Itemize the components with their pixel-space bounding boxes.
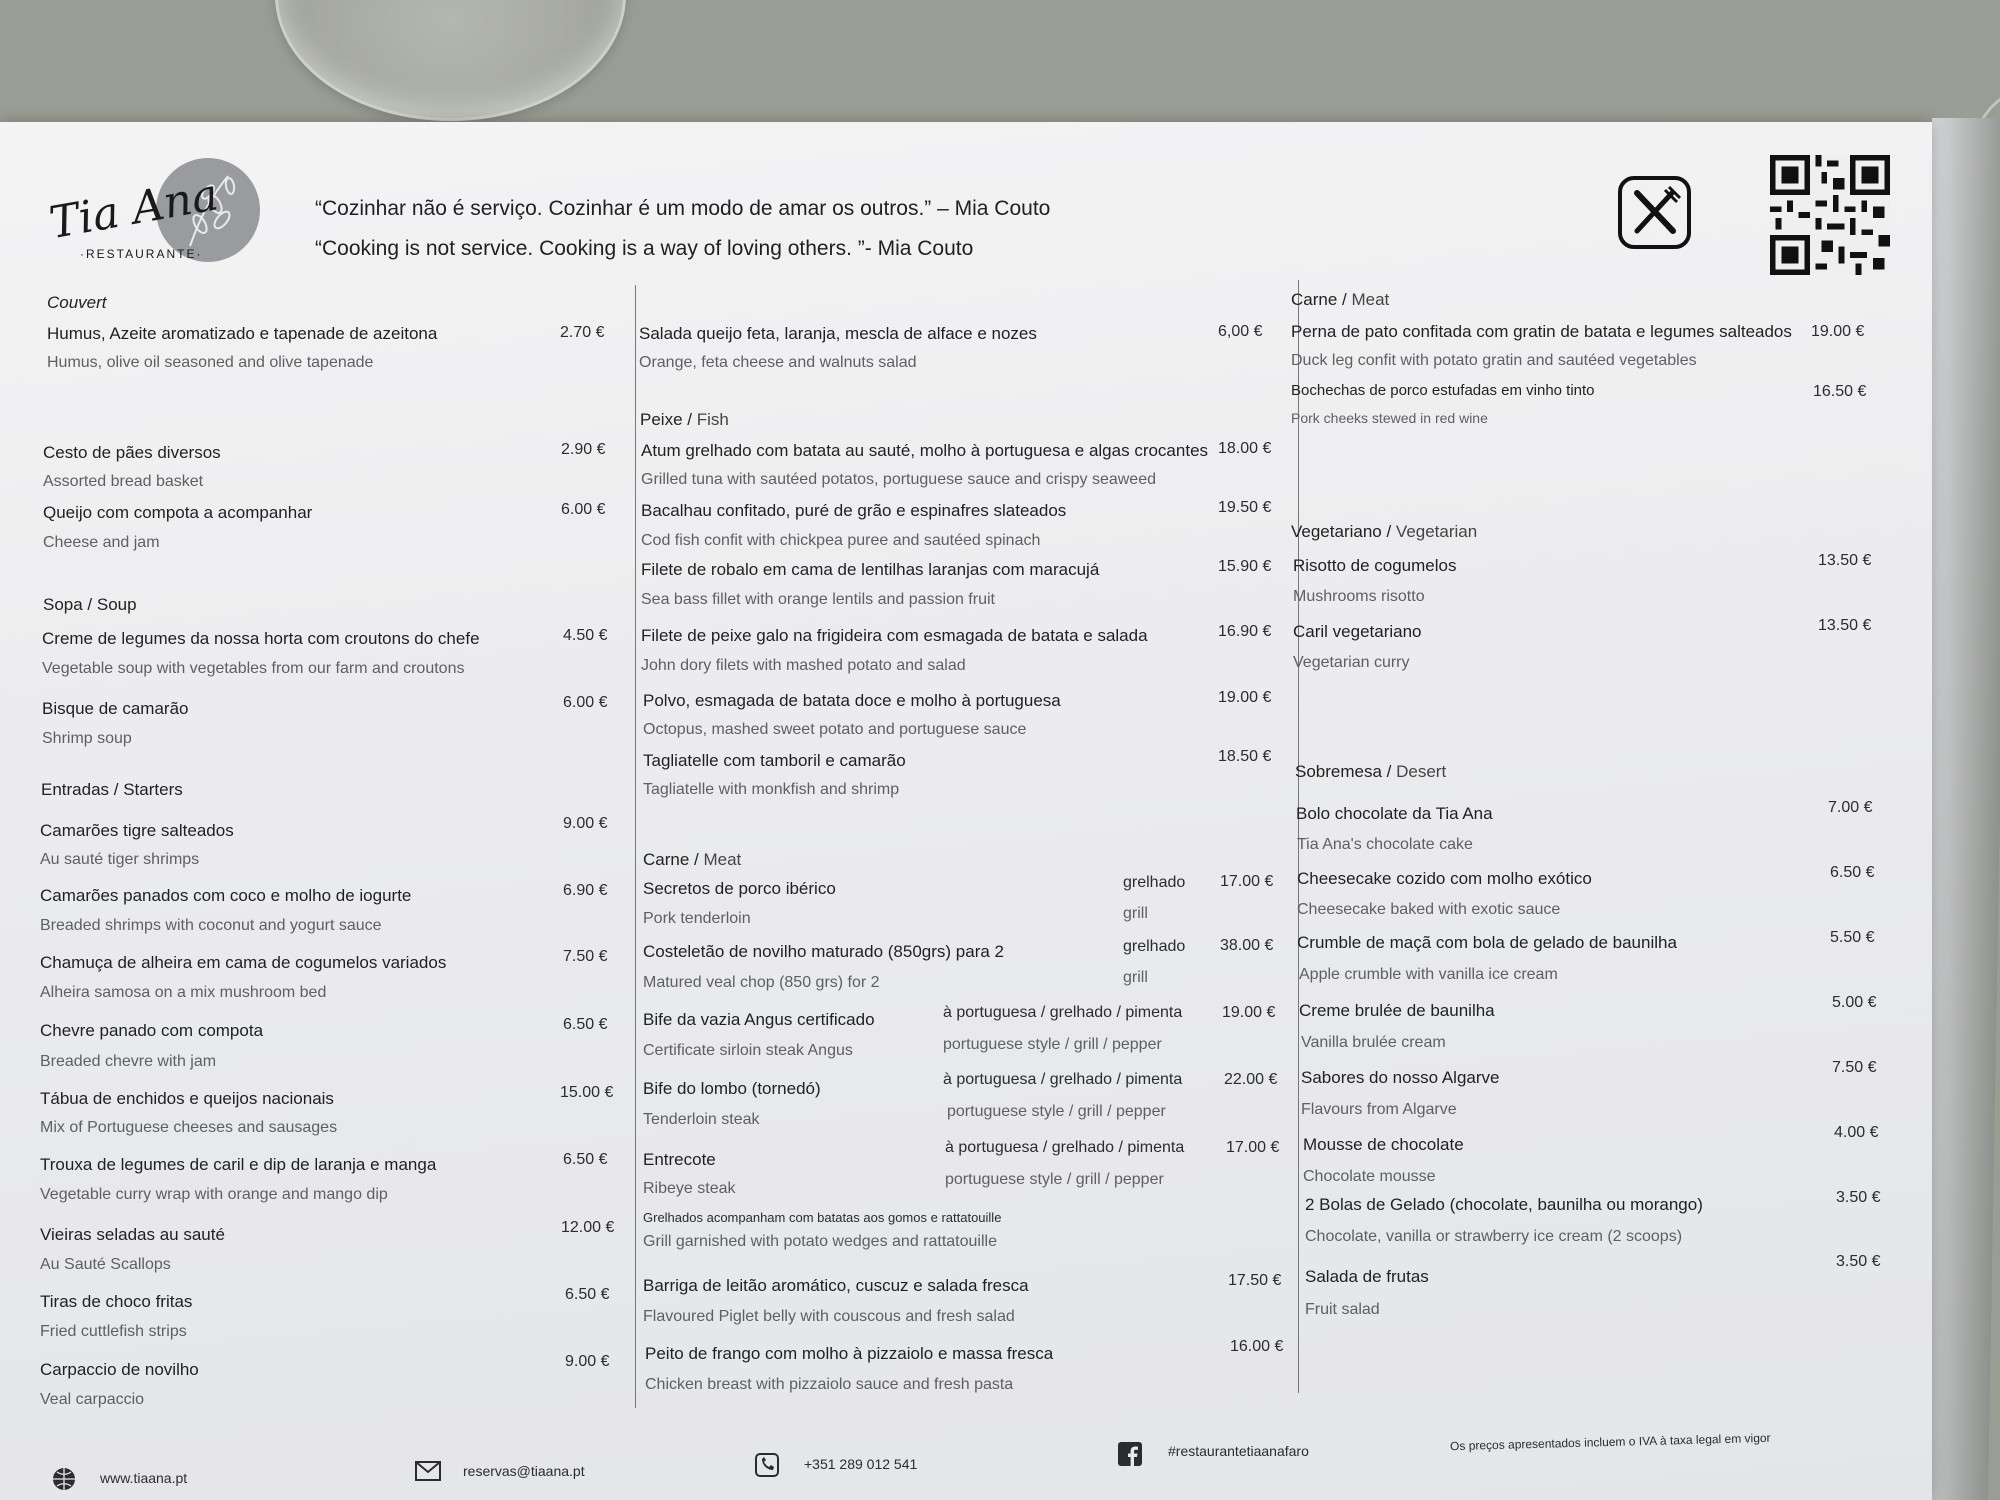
menu-item-price: 13.50 € [1818,552,1872,569]
menu-item-price: 6.50 € [563,1016,608,1033]
menu-item-translation: Vanilla brulée cream [1301,1034,1446,1051]
menu-item-price: 4.50 € [563,627,608,644]
menu-item-translation: Fruit salad [1305,1301,1380,1318]
menu-item-price: 17.00 € [1226,1139,1280,1156]
envelope-icon [415,1461,441,1485]
menu-item-name: Perna de pato confitada com gratin de batata e legumes salteados [1291,322,1792,341]
menu-item-price: 19.00 € [1222,1004,1276,1021]
menu-item-translation: Duck leg confit with potato gratin and sautéed vegetables [1291,352,1697,369]
menu-item-name: Bacalhau confitado, puré de grão e espinafres slateados [641,501,1067,520]
menu-item-name: Caril vegetariano [1293,622,1422,641]
menu-item-price: 18.50 € [1218,748,1272,765]
menu-item-name: Tagliatelle com tamboril e camarão [643,751,906,770]
menu-item-translation: Assorted bread basket [43,473,204,490]
menu-item-translation: Cheese and jam [43,534,160,551]
menu-item-option-translation: portuguese style / grill / pepper [947,1103,1166,1120]
menu-item-name: Cheesecake cozido com molho exótico [1297,869,1592,888]
menu-item-name: Bochechas de porco estufadas em vinho tinto [1291,382,1595,399]
section-meat-2 [1291,290,1389,310]
menu-item-price: 19.50 € [1218,499,1272,516]
menu-item-price: 16.50 € [1813,383,1867,400]
menu-item-price: 4.00 € [1834,1124,1879,1141]
menu-item-name: Creme brulée de baunilha [1299,1001,1495,1020]
qr-code[interactable] [1770,155,1890,275]
menu-item-translation: Chocolate mousse [1303,1168,1436,1185]
menu-item-translation: Grilled tuna with sautéed potatos, portuguese sauce and crispy seaweed [641,471,1156,488]
menu-item-name: Filete de robalo em cama de lentilhas laranjas com maracujá [641,560,1100,579]
menu-item-translation: John dory filets with mashed potato and salad [641,657,966,674]
section-couvert: Couvert [47,293,107,312]
menu-item-price: 19.00 € [1218,689,1272,706]
menu-item-translation: Sea bass fillet with orange lentils and passion fruit [641,591,995,608]
menu-item-name: Tábua de enchidos e queijos nacionais [40,1089,334,1108]
menu-item-price: 6.50 € [1830,864,1875,881]
menu-item-name: Mousse de chocolate [1303,1135,1464,1154]
menu-item-name: Tiras de choco fritas [40,1292,193,1311]
section-label-en: Meat [703,850,742,869]
menu-item-translation: Humus, olive oil seasoned and olive tapenade [47,354,374,371]
menu-item-name: Chevre panado com compota [40,1021,264,1040]
menu-item-price: 18.00 € [1218,440,1272,457]
menu-item-price: 19.00 € [1811,323,1865,340]
menu-item-price: 6,00 € [1218,323,1263,340]
menu-item-price: 15.90 € [1218,558,1272,575]
section-label-pt: Carne / [1291,290,1352,309]
menu-item-price: 13.50 € [1818,617,1872,634]
menu-item-option: grelhado [1123,874,1186,891]
menu-item-name: Polvo, esmagada de batata doce e molho à portuguesa [643,691,1061,710]
menu-item-name: Filete de peixe galo na frigideira com esmagada de batata e salada [641,626,1148,645]
menu-item-price: 12.00 € [561,1219,615,1236]
menu-item-price: 17.00 € [1220,873,1274,890]
section-soup: Sopa / Soup [43,595,137,614]
menu-item-translation: Flavoured Piglet belly with couscous and fresh salad [643,1308,1015,1325]
menu-item-price: 22.00 € [1224,1071,1278,1088]
menu-item-name: Creme de legumes da nossa horta com croutons do chefe [42,629,480,648]
menu-item-name: Sabores do nosso Algarve [1301,1068,1500,1087]
menu-item-name: Chamuça de alheira em cama de cogumelos variados [40,953,447,972]
menu-item-price: 7.50 € [563,948,608,965]
menu-item-translation: Veal carpaccio [40,1391,145,1408]
section-fish [640,410,729,430]
menu-item-name: Bife da vazia Angus certificado [643,1010,875,1029]
menu-item-name: Carpaccio de novilho [40,1360,199,1379]
menu-item-translation: Apple crumble with vanilla ice cream [1299,966,1558,983]
section-vegetarian [1291,522,1477,542]
section-starters: Entradas / Starters [41,780,183,799]
quote-english: “Cooking is not service. Cooking is a way of loving others. ”- Mia Couto [315,237,974,260]
menu-item-price: 6.00 € [561,501,606,518]
restaurant-logo [50,158,280,268]
menu-item-name: Peito de frango com molho à pizzaiolo e massa fresca [645,1344,1054,1363]
menu-item-translation: Flavours from Algarve [1301,1101,1457,1118]
logo-script: Tia Ana [50,169,222,250]
menu-item-name: Bife do lombo (tornedó) [643,1079,821,1098]
section-dessert [1295,762,1446,782]
column-divider-1 [635,285,636,1408]
facebook-handle[interactable]: #restaurantetiaanafaro [1168,1443,1309,1459]
menu-item-translation: Chicken breast with pizzaiolo sauce and fresh pasta [645,1376,1014,1393]
facebook-icon [1118,1442,1142,1466]
menu-item-price: 2.90 € [561,441,606,458]
menu-item-translation: Ribeye steak [643,1180,736,1197]
menu-item-price: 7.00 € [1828,799,1873,816]
menu-item-translation: Mushrooms risotto [1293,588,1425,605]
section-meat [643,850,741,870]
menu-item-translation: Shrimp soup [42,730,132,747]
cutlery-icon [1617,175,1692,250]
menu-item-option-translation: grill [1123,905,1148,922]
menu-item-name: Atum grelhado com batata au sauté, molho à portuguesa e algas crocantes [641,441,1209,460]
menu-item-price: 17.50 € [1228,1272,1282,1289]
section-label-pt: Sobremesa / [1295,762,1397,781]
menu-item-name: Salada de frutas [1305,1267,1429,1286]
menu-item-price: 16.90 € [1218,623,1272,640]
menu-item-price: 38.00 € [1220,937,1274,954]
quote-portuguese: “Cozinhar não é serviço. Cozinhar é um modo de amar os outros.” – Mia Couto [315,197,1051,220]
menu-item-name: 2 Bolas de Gelado (chocolate, baunilha ou morango) [1305,1195,1703,1214]
section-label-pt: Peixe / [640,410,697,429]
menu-item-translation: Tagliatelle with monkfish and shrimp [643,781,900,798]
menu-item-price: 3.50 € [1836,1189,1881,1206]
menu-item-translation: Mix of Portuguese cheeses and sausages [40,1119,338,1136]
menu-item-translation: Certificate sirloin steak Angus [643,1042,853,1059]
menu-item-name: Crumble de maçã com bola de gelado de baunilha [1297,933,1677,952]
menu-item-name: Secretos de porco ibérico [643,879,836,898]
menu-item-option: à portuguesa / grelhado / pimenta [943,1004,1183,1021]
menu-item-name: Risotto de cogumelos [1293,556,1457,575]
menu-item-price: 16.00 € [1230,1338,1284,1355]
menu-item-translation: Au Sauté Scallops [40,1256,171,1273]
section-label-en: Vegetarian [1395,522,1478,541]
phone-icon [755,1453,779,1477]
section-label-pt: Carne / [643,850,704,869]
menu-item-name: Cesto de pães diversos [43,443,221,462]
menu-item-translation: Vegetable curry wrap with orange and mango dip [40,1186,388,1203]
menu-item-translation: Orange, feta cheese and walnuts salad [639,354,917,371]
menu-item-name: Bisque de camarão [42,699,189,718]
menu-item-option-translation: portuguese style / grill / pepper [943,1036,1162,1053]
menu-item-price: 15.00 € [560,1084,614,1101]
menu-item-price: 3.50 € [1836,1253,1881,1270]
section-label-en: Desert [1396,762,1447,781]
menu-item-name: Trouxa de legumes de caril e dip de laranja e manga [40,1155,437,1174]
menu-item-translation: Vegetarian curry [1293,654,1410,671]
menu-item-translation: Au sauté tiger shrimps [40,851,200,868]
menu-item-option: à portuguesa / grelhado / pimenta [943,1071,1183,1088]
menu-item-price: 2.70 € [560,324,605,341]
menu-item-price: 6.00 € [563,694,608,711]
menu-item-name: Queijo com compota a acompanhar [43,503,313,522]
menu-item-translation: Alheira samosa on a mix mushroom bed [40,984,327,1001]
menu-item-translation: Pork cheeks stewed in red wine [1291,410,1488,426]
menu-item-price: 5.00 € [1832,994,1877,1011]
menu-item-translation: Cod fish confit with chickpea puree and sautéed spinach [641,532,1041,549]
menu-item-translation: Breaded chevre with jam [40,1053,217,1070]
menu-item-translation: Pork tenderloin [643,910,751,927]
grill-note: Grelhados acompanham com batatas aos gomos e rattatouille [643,1210,1002,1225]
section-label-en: Fish [696,410,729,429]
menu-item-option-translation: portuguese style / grill / pepper [945,1171,1164,1188]
menu-item-translation: Octopus, mashed sweet potato and portuguese sauce [643,721,1027,738]
menu-item-translation: Tia Ana's chocolate cake [1297,836,1473,853]
menu-item-translation: Cheesecake baked with exotic sauce [1297,901,1561,918]
menu-item-price: 5.50 € [1830,929,1875,946]
menu-item-name: Salada queijo feta, laranja, mescla de alface e nozes [639,324,1037,343]
menu-item-price: 7.50 € [1832,1059,1877,1076]
phone-number[interactable]: +351 289 012 541 [804,1456,918,1472]
email-link[interactable]: reservas@tiaana.pt [463,1463,585,1479]
menu-item-option-translation: grill [1123,969,1148,986]
globe-icon [52,1467,76,1491]
grill-note-translation: Grill garnished with potato wedges and rattatouille [643,1233,997,1250]
menu-item-option: grelhado [1123,938,1186,955]
menu-item-translation: Chocolate, vanilla or strawberry ice cream (2 scoops) [1305,1228,1683,1245]
vat-note: Os preços apresentados incluem o IVA à taxa legal em vigor [1449,1430,1771,1454]
menu-item-name: Camarões tigre salteados [40,821,234,840]
section-label-en: Meat [1351,290,1390,309]
menu-item-name: Vieiras seladas au sauté [40,1225,225,1244]
menu-item-name: Costeletão de novilho maturado (850grs) para 2 [643,942,1004,961]
menu-item-translation: Vegetable soup with vegetables from our farm and croutons [42,660,465,677]
menu-item-translation: Breaded shrimps with coconut and yogurt sauce [40,917,382,934]
section-label-pt: Vegetariano / [1291,522,1396,541]
menu-item-name: Humus, Azeite aromatizado e tapenade de azeitona [47,324,438,343]
menu-item-translation: Matured veal chop (850 grs) for 2 [643,974,880,991]
menu-item-name: Entrecote [643,1150,716,1169]
menu-item-price: 6.90 € [563,882,608,899]
menu-item-option: à portuguesa / grelhado / pimenta [945,1139,1185,1156]
website-link[interactable]: www.tiaana.pt [100,1470,188,1486]
menu-item-translation: Tenderloin steak [643,1111,760,1128]
menu-item-price: 6.50 € [563,1151,608,1168]
menu-item-name: Camarões panados com coco e molho de iogurte [40,886,412,905]
menu-item-name: Barriga de leitão aromático, cuscuz e salada fresca [643,1276,1029,1295]
menu-item-price: 9.00 € [565,1353,610,1370]
menu-item-name: Bolo chocolate da Tia Ana [1296,804,1493,823]
menu-item-price: 6.50 € [565,1286,610,1303]
wine-glass [275,0,626,121]
menu-item-price: 9.00 € [563,815,608,832]
logo-caption: ·RESTAURANTE· [80,247,203,261]
menu-item-translation: Fried cuttlefish strips [40,1323,187,1340]
